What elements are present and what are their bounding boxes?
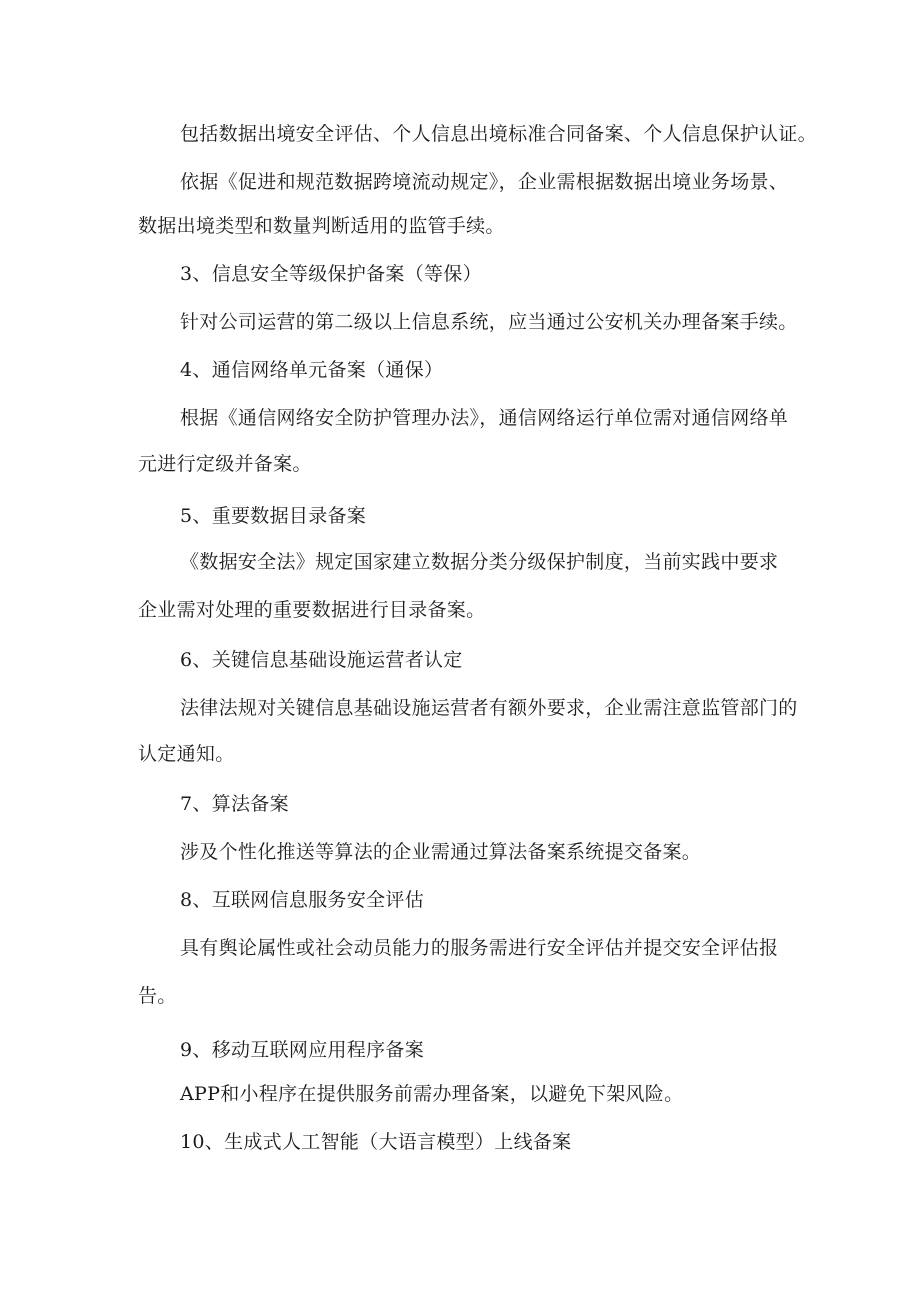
section-heading: 10、生成式人工智能（大语言模型）上线备案	[180, 1131, 572, 1153]
section-heading: 5、重要数据目录备案	[180, 505, 367, 527]
paragraph-line: APP和小程序在提供服务前需办理备案，以避免下架风险。	[180, 1083, 684, 1105]
section-heading: 8、互联网信息服务安全评估	[180, 889, 424, 911]
section-heading: 3、信息安全等级保护备案（等保）	[180, 263, 482, 285]
paragraph-line: 告。	[138, 985, 177, 1007]
section-heading: 4、通信网络单元备案（通保）	[180, 359, 444, 381]
paragraph-line: 《数据安全法》规定国家建立数据分类分级保护制度，当前实践中要求	[180, 551, 779, 573]
section-heading: 7、算法备案	[180, 793, 289, 815]
paragraph-line: 包括数据出境安全评估、个人信息出境标准合同备案、个人信息保护认证。	[180, 123, 817, 145]
paragraph-line: 数据出境类型和数量判断适用的监管手续。	[138, 215, 505, 237]
paragraph-line: 根据《通信网络安全防护管理办法》，通信网络运行单位需对通信网络单	[180, 407, 789, 429]
paragraph-line: 涉及个性化推送等算法的企业需通过算法备案系统提交备案。	[180, 841, 702, 863]
paragraph-line: 法律法规对关键信息基础设施运营者有额外要求，企业需注意监管部门的	[180, 697, 798, 719]
paragraph-line: 企业需对处理的重要数据进行目录备案。	[138, 599, 486, 621]
paragraph-line: 元进行定级并备案。	[138, 453, 312, 475]
paragraph-line: 依据《促进和规范数据跨境流动规定》，企业需根据数据出境业务场景、	[180, 171, 789, 193]
paragraph-line: 具有舆论属性或社会动员能力的服务需进行安全评估并提交安全评估报	[180, 937, 779, 959]
paragraph-line: 认定通知。	[138, 743, 235, 765]
paragraph-line: 针对公司运营的第二级以上信息系统，应当通过公安机关办理备案手续。	[180, 311, 798, 333]
section-heading: 9、移动互联网应用程序备案	[180, 1039, 424, 1061]
section-heading: 6、关键信息基础设施运营者认定	[180, 649, 463, 671]
